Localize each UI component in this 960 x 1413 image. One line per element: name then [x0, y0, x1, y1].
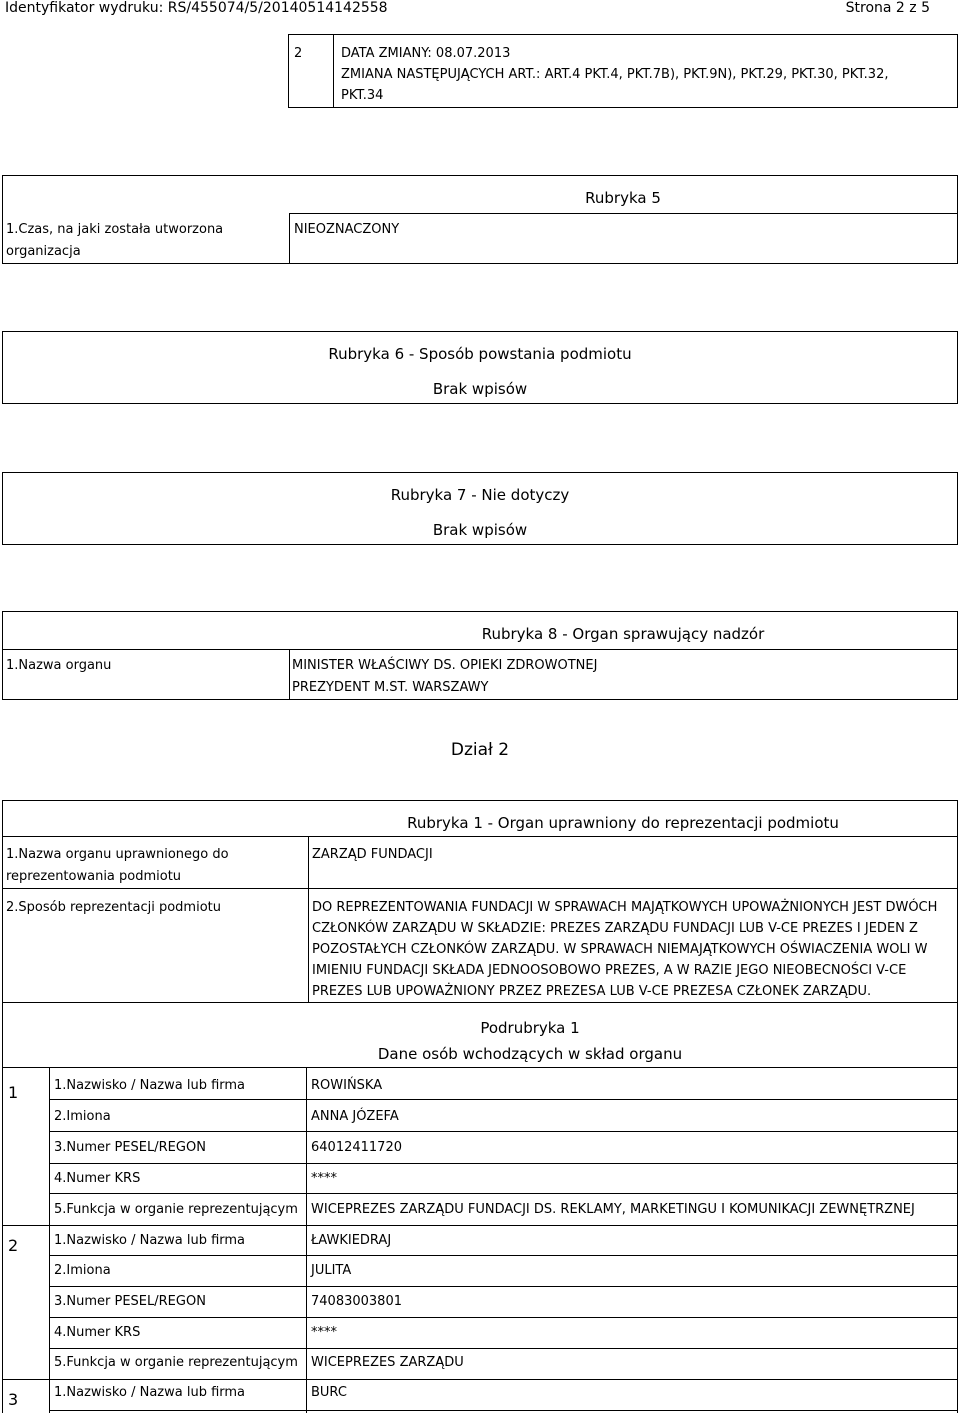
dzial-rubryka-1-title: Rubryka 1 - Organ uprawniony do reprezentacji podmiotu — [407, 814, 839, 832]
rubryka-7 — [2, 472, 958, 545]
organ-name-label-2: reprezentowania podmiotu — [6, 869, 182, 884]
person-field-value: **** — [311, 1325, 337, 1340]
person-field-label: 1.Nazwisko / Nazwa lub firma — [54, 1078, 246, 1093]
person-field-value: ANNA JÓZEFA — [311, 1109, 399, 1124]
podrubryka-1 — [2, 1003, 958, 1413]
rubryka-5 — [2, 175, 958, 264]
rubryka-5-title: Rubryka 5 — [585, 189, 661, 207]
rubryka-8-title: Rubryka 8 - Organ sprawujący nadzór — [481, 625, 765, 643]
organ-name-label-1: 1.Nazwa organu uprawnionego do — [6, 847, 229, 862]
change-articles: ZMIANA NASTĘPUJĄCYCH ART.: ART.4 PKT.4, PKT.7B), PKT.9N), PKT.29, PKT.30, PKT.32, — [341, 67, 889, 82]
change-number: 2 — [294, 46, 303, 61]
change-articles-cont: PKT.34 — [341, 88, 384, 103]
rubryka-8-value-2: PREZYDENT M.ST. WARSZAWY — [292, 680, 489, 695]
person-field-value: 74083003801 — [311, 1294, 402, 1309]
representation-line-2: CZŁONKÓW ZARZĄDU W SKŁADZIE: PREZES ZARZĄDU FUNDACJI LUB V-CE PREZES I JEDEN Z — [312, 921, 918, 936]
person-field-value: WICEPREZES ZARZĄDU — [311, 1355, 464, 1370]
rubryka-8-value-1: MINISTER WŁAŚCIWY DS. OPIEKI ZDROWOTNEJ — [292, 658, 598, 673]
representation-line-3: POZOSTAŁYCH CZŁONKÓW ZARZĄDU. W SPRAWACH NIEMAJĄTKOWYCH OŚWIACZENIA WOLI W — [312, 942, 928, 957]
rubryka-5-label-2: organizacja — [6, 244, 81, 259]
rubryka-5-label-1: 1.Czas, na jaki została utworzona — [6, 222, 224, 237]
organ-name-value: ZARZĄD FUNDACJI — [312, 847, 433, 862]
person-field-value: ROWIŃSKA — [311, 1078, 383, 1093]
rubryka-5-value: NIEOZNACZONY — [294, 222, 400, 237]
person-field-label: 4.Numer KRS — [54, 1325, 141, 1340]
person-field-value: 64012411720 — [311, 1140, 402, 1155]
person-field-label: 3.Numer PESEL/REGON — [54, 1294, 206, 1309]
person-field-label: 5.Funkcja w organie reprezentującym — [54, 1202, 298, 1217]
person-index: 3 — [8, 1390, 19, 1409]
person-index: 1 — [8, 1083, 19, 1102]
representation-line-5: PREZES LUB UPOWAŻNIONY PRZEZ PREZESA LUB V-CE PREZESA CZŁONEK ZARZĄDU. — [312, 984, 872, 999]
person-field-label: 5.Funkcja w organie reprezentującym — [54, 1355, 298, 1370]
person-field-label: 2.Imiona — [54, 1109, 111, 1124]
rubryka-8 — [2, 611, 958, 700]
person-field-value: BURC — [311, 1385, 347, 1400]
person-field-label: 1.Nazwisko / Nazwa lub firma — [54, 1385, 246, 1400]
person-field-value: ŁAWKIEDRAJ — [311, 1233, 392, 1248]
person-field-label: 1.Nazwisko / Nazwa lub firma — [54, 1233, 246, 1248]
rubryka-6-title: Rubryka 6 - Sposób powstania podmiotu — [328, 345, 632, 363]
person-field-value: WICEPREZES ZARZĄDU FUNDACJI DS. REKLAMY, MARKETINGU I KOMUNIKACJI ZEWNĘTRZNEJ — [311, 1202, 915, 1217]
representation-line-1: DO REPREZENTOWANIA FUNDACJI W SPRAWACH MAJĄTKOWYCH UPOWAŻNIONYCH JEST DWÓCH — [312, 900, 938, 915]
print-identifier: Identyfikator wydruku: RS/455074/5/20140514142558 — [5, 0, 388, 16]
person-field-value: JULITA — [311, 1263, 352, 1278]
page-number: Strona 2 z 5 — [845, 0, 930, 16]
rubryka-6 — [2, 331, 958, 404]
change-date: DATA ZMIANY: 08.07.2013 — [341, 46, 511, 61]
change-entry — [288, 34, 958, 108]
rubryka-6-value: Brak wpisów — [432, 380, 528, 398]
section-title: Dział 2 — [450, 740, 510, 760]
person-field-label: 2.Imiona — [54, 1263, 111, 1278]
podrubryka-subtitle: Dane osób wchodzących w skład organu — [377, 1045, 683, 1063]
person-field-label: 3.Numer PESEL/REGON — [54, 1140, 206, 1155]
podrubryka-title: Podrubryka 1 — [480, 1019, 580, 1037]
person-field-value: **** — [311, 1171, 337, 1186]
rubryka-7-value: Brak wpisów — [432, 521, 528, 539]
person-field-label: 4.Numer KRS — [54, 1171, 141, 1186]
rubryka-7-title: Rubryka 7 - Nie dotyczy — [390, 486, 570, 504]
rubryka-8-label: 1.Nazwa organu — [6, 658, 112, 673]
representation-line-4: IMIENIU FUNDACJI SKŁADA JEDNOOSOBOWO PREZES, A W RAZIE JEGO NIEOBECNOŚCI V-CE — [312, 963, 907, 978]
representation-label: 2.Sposób reprezentacji podmiotu — [6, 900, 221, 915]
dzial-rubryka-1 — [2, 800, 958, 1003]
person-index: 2 — [8, 1236, 19, 1255]
